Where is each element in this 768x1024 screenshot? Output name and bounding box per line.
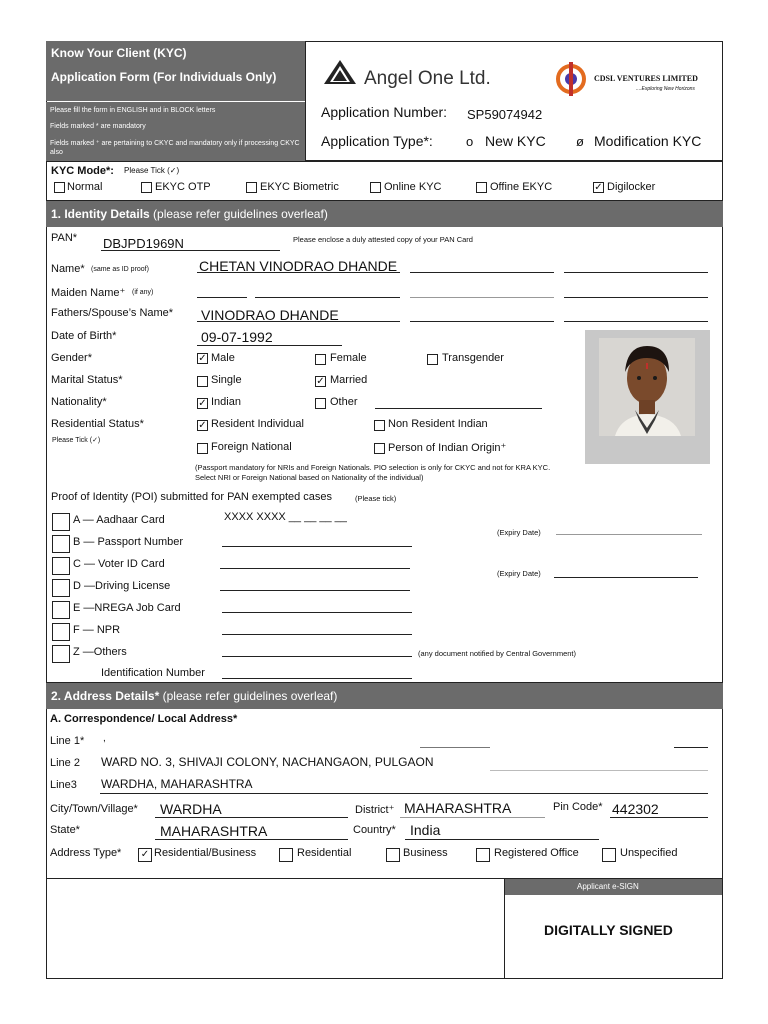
pin-line [610, 817, 708, 818]
app-type-label: Application Type*: [321, 133, 433, 149]
poi-e-checkbox[interactable] [52, 601, 70, 619]
passport-note-2: Select NRI or Foreign National based on Nationality of the individual) [195, 473, 424, 482]
district-label: District⁺ [355, 804, 395, 816]
res-pio-checkbox[interactable] [374, 443, 385, 454]
nationality-label: Nationality* [51, 396, 107, 408]
line3-label: Line3 [50, 779, 77, 791]
identity-section-hint: (please refer guidelines overleaf) [153, 207, 328, 221]
marital-single-checkbox[interactable] [197, 376, 208, 387]
addr-type-business-label: Business [403, 847, 448, 859]
res-nri-checkbox[interactable] [374, 420, 385, 431]
line2-label: Line 2 [50, 757, 80, 769]
cdsl-name: CDSL VENTURES LIMITED [594, 74, 698, 83]
gender-female-label: Female [330, 352, 367, 364]
header-right-divider [305, 41, 306, 161]
res-hint: Please Tick (✓) [52, 437, 101, 444]
address-section-hint: (please refer guidelines overleaf) [162, 689, 338, 703]
father-label: Fathers/Spouse’s Name* [51, 307, 174, 319]
poi-z-label: Z —Others [73, 646, 127, 658]
marital-single-label: Single [211, 374, 242, 386]
state-line [155, 839, 348, 840]
res-pio-label: Person of Indian Origin⁺ [388, 442, 507, 454]
others-note: (any document notified by Central Government) [418, 649, 576, 658]
poi-b-checkbox[interactable] [52, 535, 70, 553]
expiry-label-1: (Expiry Date) [497, 528, 541, 537]
nat-other-line[interactable] [375, 408, 542, 409]
note-ckyc: Fields marked ⁺ are pertaining to CKYC and mandatory only if processing CKYC [50, 140, 300, 147]
id-number-line[interactable] [222, 678, 412, 679]
res-resident-checkbox[interactable]: ✓ [198, 420, 207, 431]
expiry-line-1[interactable] [556, 534, 702, 535]
kyc-offline-label: Offine EKYC [490, 181, 553, 193]
app-number-value: SP59074942 [467, 107, 543, 122]
marital-married-label: Married [330, 374, 368, 386]
poi-label: Proof of Identity (POI) submitted for PAN exempted cases [51, 491, 333, 503]
app-number-label: Application Number: [321, 104, 448, 120]
pan-note: Please enclose a duly attested copy of your PAN Card [293, 235, 473, 244]
kyc-digilocker-label: Digilocker [607, 181, 656, 193]
pin-value[interactable]: 442302 [612, 801, 659, 817]
esign-text: DIGITALLY SIGNED [544, 922, 673, 938]
poi-c-label: C — Voter ID Card [73, 558, 165, 570]
nat-indian-label: Indian [211, 396, 241, 408]
city-label: City/Town/Village* [50, 803, 138, 815]
gender-male-label: Male [211, 352, 235, 364]
line3-line [100, 793, 708, 794]
poi-e-label: E —NREGA Job Card [73, 602, 181, 614]
cdsl-logo-icon [552, 62, 590, 96]
father-value[interactable]: VINODRAO DHANDE [201, 307, 339, 323]
esign-header-label: Applicant e-SIGN [577, 882, 639, 891]
nat-indian-checkbox[interactable]: ✓ [198, 398, 207, 409]
maiden-line-3[interactable] [410, 297, 554, 298]
angel-one-logo-icon [324, 60, 356, 84]
addr-type-regoffice-label: Registered Office [494, 847, 579, 859]
country-value[interactable]: India [410, 822, 441, 838]
note-english: Please fill the form in ENGLISH and in BLOCK letters [50, 107, 216, 114]
gender-label: Gender* [51, 352, 92, 364]
nat-other-checkbox[interactable] [315, 398, 326, 409]
poi-f-line[interactable] [222, 634, 412, 635]
header-title-block [46, 41, 305, 101]
line2-line [490, 770, 708, 771]
note-ckyc-also: also [50, 149, 63, 156]
maiden-note: (if any) [132, 289, 154, 296]
identity-section-header [46, 201, 723, 227]
cdsl-tagline: ....Exploring New Horizons [636, 86, 695, 92]
note-mandatory: Fields marked * are mandatory [50, 123, 146, 130]
pan-line [101, 250, 280, 251]
app-type-new-label: New KYC [485, 133, 546, 149]
district-line [400, 817, 545, 818]
dob-label: Date of Birth* [51, 330, 117, 342]
nat-other-label: Other [330, 396, 358, 408]
name-line-2 [410, 272, 554, 273]
poi-d-label: D —Driving License [73, 580, 171, 592]
esign-header [505, 879, 722, 895]
gender-female-checkbox[interactable] [315, 354, 326, 365]
kyc-ekyc-bio-checkbox[interactable] [246, 182, 257, 193]
name-value[interactable]: CHETAN VINODRAO DHANDE [199, 258, 398, 274]
city-value[interactable]: WARDHA [160, 801, 222, 817]
maiden-label: Maiden Name⁺ [51, 287, 126, 299]
app-type-new-radio[interactable]: o [466, 134, 474, 149]
addr-type-business-checkbox[interactable] [386, 848, 400, 862]
poi-c-line[interactable] [220, 568, 410, 569]
res-foreign-label: Foreign National [211, 441, 292, 453]
res-foreign-checkbox[interactable] [197, 443, 208, 454]
city-line [155, 817, 348, 818]
kyc-ekyc-bio-label: EKYC Biometric [260, 181, 339, 193]
passport-note-1: (Passport mandatory for NRIs and Foreign Nationals. PIO selection is only for CKYC and not for KRA KYC. [195, 463, 551, 472]
company-name: Angel One Ltd. [364, 68, 491, 89]
poi-d-line[interactable] [220, 590, 410, 591]
poi-z-line[interactable] [222, 656, 412, 657]
applicant-portrait-icon [585, 330, 710, 464]
res-nri-label: Non Resident Indian [388, 418, 488, 430]
dob-line [197, 345, 342, 346]
name-label: Name* [51, 263, 85, 275]
father-line-3 [564, 321, 708, 322]
name-line-1 [197, 272, 400, 273]
kyc-mode-hint: Please Tick (✓) [124, 166, 180, 175]
form-subtitle: Application Form (For Individuals Only) [51, 70, 277, 84]
maiden-line-2[interactable] [255, 297, 400, 298]
kyc-ekyc-otp-label: EKYC OTP [155, 181, 211, 193]
line1-line-2 [674, 747, 708, 748]
gender-trans-label: Transgender [442, 352, 504, 364]
poi-f-label: F — NPR [73, 624, 121, 636]
pan-label: PAN* [51, 232, 78, 244]
name-line-3 [564, 272, 708, 273]
addr-type-resbiz-checkbox[interactable]: ✓ [138, 848, 152, 862]
country-label: Country* [353, 824, 396, 836]
addr-type-resbiz-label: Residential/Business [154, 847, 257, 859]
line1-label: Line 1* [50, 735, 85, 747]
name-note: (same as ID proof) [91, 266, 149, 273]
father-line-2 [410, 321, 554, 322]
kyc-ekyc-otp-checkbox[interactable] [141, 182, 152, 193]
kyc-offline-checkbox[interactable] [476, 182, 487, 193]
correspondence-title: A. Correspondence/ Local Address* [50, 713, 238, 725]
line1-value[interactable]: , [103, 733, 106, 744]
maiden-line-4[interactable] [564, 297, 708, 298]
addr-type-residential-label: Residential [297, 847, 352, 859]
marital-married-checkbox[interactable]: ✓ [316, 376, 325, 387]
state-label: State* [50, 824, 80, 836]
poi-a-label: A — Aadhaar Card [73, 514, 165, 526]
marital-label: Marital Status* [51, 374, 123, 386]
addr-type-regoffice-checkbox[interactable] [476, 848, 490, 862]
form-title: Know Your Client (KYC) [51, 46, 187, 60]
header-notes-block [46, 102, 305, 161]
expiry-label-2: (Expiry Date) [497, 569, 541, 578]
applicant-photo [585, 330, 710, 464]
poi-a-checkbox[interactable] [52, 513, 70, 531]
kyc-mode-label: KYC Mode*: [51, 165, 114, 177]
poi-c-checkbox[interactable] [52, 557, 70, 575]
app-type-mod-label: Modification KYC [594, 133, 702, 149]
maiden-line-1[interactable] [197, 297, 247, 298]
poi-b-line[interactable] [222, 546, 412, 547]
poi-hint: (Please tick) [355, 494, 397, 503]
address-section-title: 2. Address Details* [51, 689, 160, 703]
state-value[interactable]: MAHARASHTRA [160, 823, 268, 839]
poi-b-label: B — Passport Number [73, 536, 184, 548]
poi-d-checkbox[interactable] [52, 579, 70, 597]
identity-section-title: 1. Identity Details [51, 207, 150, 221]
father-line-1 [197, 321, 400, 322]
aadhaar-mask[interactable]: XXXX XXXX __ __ __ __ [224, 511, 347, 523]
addr-type-unspecified-checkbox[interactable] [602, 848, 616, 862]
kyc-normal-label: Normal [67, 181, 103, 193]
line1-line-1 [420, 747, 490, 748]
poi-f-checkbox[interactable] [52, 623, 70, 641]
poi-e-line[interactable] [222, 612, 412, 613]
kyc-digilocker-checkbox[interactable]: ✓ [594, 182, 603, 193]
district-value[interactable]: MAHARASHTRA [404, 800, 512, 816]
res-resident-label: Resident Individual [211, 418, 304, 430]
addr-type-label: Address Type* [50, 847, 122, 859]
line2-value[interactable]: WARD NO. 3, SHIVAJI COLONY, NACHANGAON, PULGAON [101, 755, 434, 769]
gender-trans-checkbox[interactable] [427, 354, 438, 365]
kyc-normal-checkbox[interactable] [54, 182, 65, 193]
expiry-line-2[interactable] [554, 577, 698, 578]
app-type-mod-radio[interactable]: ø [576, 134, 584, 149]
kyc-online-label: Online KYC [384, 181, 442, 193]
dob-value[interactable]: 09-07-1992 [201, 329, 273, 345]
address-section-header [46, 683, 723, 709]
line3-value[interactable]: WARDHA, MAHARASHTRA [101, 777, 253, 791]
addr-type-unspecified-label: Unspecified [620, 847, 678, 859]
addr-type-residential-checkbox[interactable] [279, 848, 293, 862]
id-number-label: Identification Number [101, 667, 205, 679]
country-line [405, 839, 599, 840]
res-label: Residential Status* [51, 418, 144, 430]
pan-value[interactable]: DBJPD1969N [103, 236, 184, 251]
poi-z-checkbox[interactable] [52, 645, 70, 663]
pin-label: Pin Code* [553, 801, 603, 813]
kyc-online-checkbox[interactable] [370, 182, 381, 193]
gender-male-checkbox[interactable]: ✓ [198, 353, 207, 364]
